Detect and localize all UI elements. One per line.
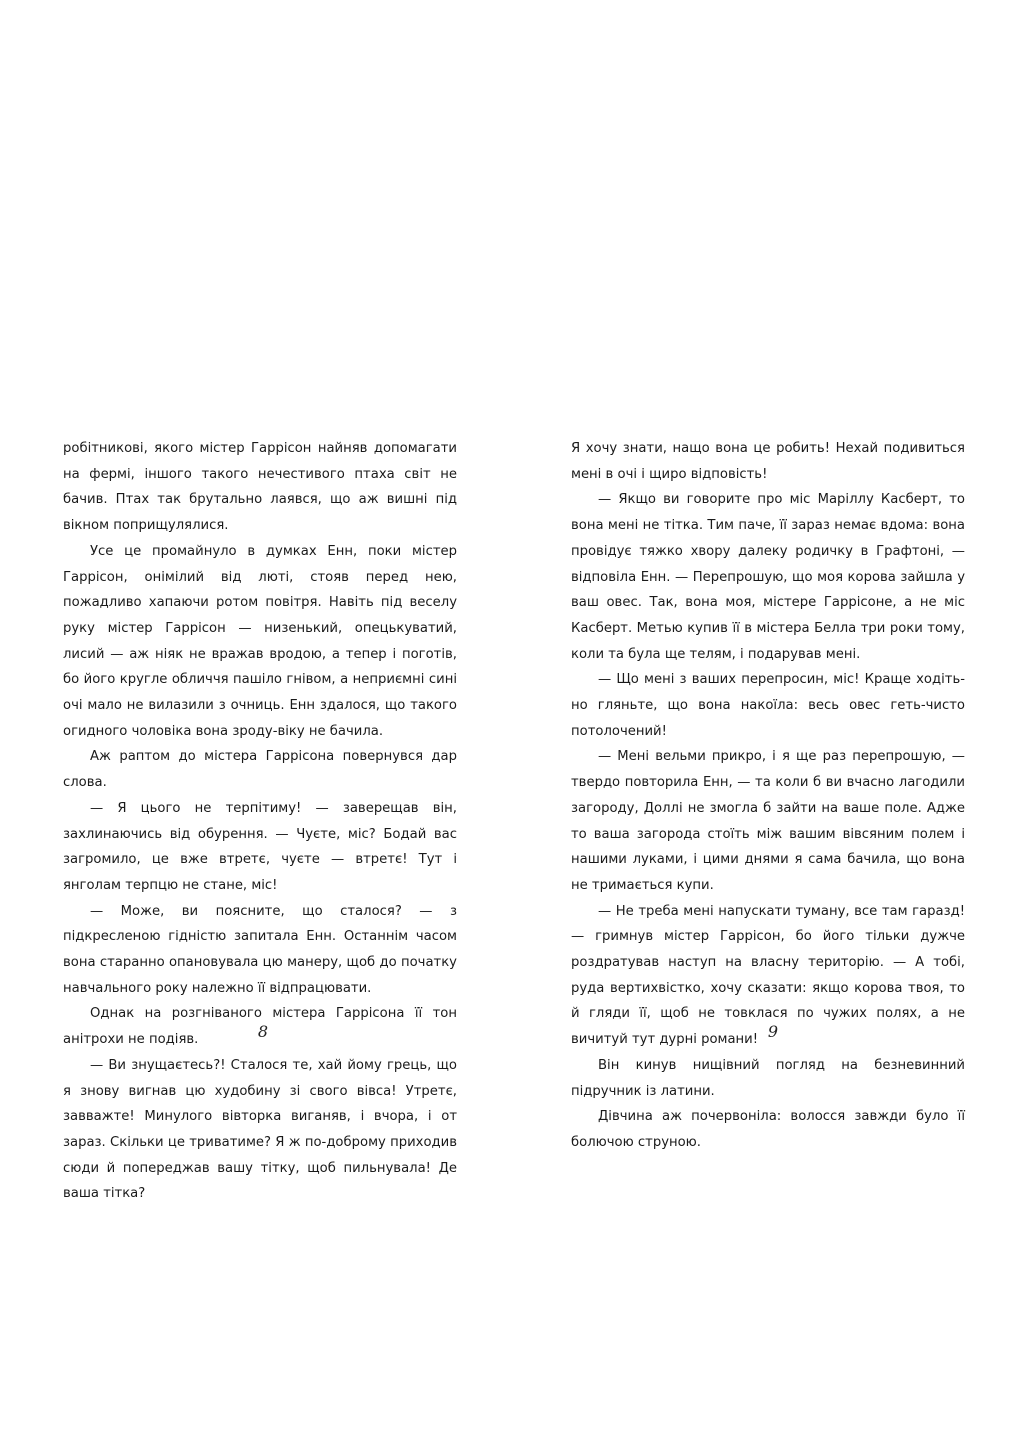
paragraph: Дівчина аж почервоніла: волосся завжди було її болючою струною. [571, 1109, 965, 1150]
paragraph: — Мені вельми прикро, і я ще раз перепрошую, — твердо повторила Енн, — та коли б ви вчасно лагодили загороду, Доллі не змогла б зайти на ваше поле. Адже то ваша загорода стоїть між вашим вівсяним полем і нашими луками, і цими днями я сама бачила, що вона не тримається купи. [571, 749, 965, 893]
left-page [63, 436, 457, 1207]
paragraph: — Я цього не терпітиму! — заверещав він, захлинаючись від обурення. — Чуєте, міс? Бодай вас загромило, це вже втретє, чуєте — втретє! Тут і янголам терпцю не стане, міс! [63, 800, 457, 893]
paragraph: Він кинув нищівний погляд на безневинний підручник із латини. [571, 1057, 965, 1099]
page-number-right: 9 [767, 1022, 779, 1041]
left-page-text [63, 436, 457, 1207]
paragraph: — Не треба мені напускати туману, все там гаразд! — гримнув містер Гаррісон, бо його тільки дужче роздратував наступ на власну територію. — А тобі, руда вертихвістко, хочу сказати: якщо корова твоя, то й гляди її, щоб не товклася по чужих полях, а не вичитуй тут дурні романи! [571, 903, 965, 1048]
right-page [571, 436, 965, 1156]
paragraph: робітникові, якого містер Гаррісон найняв допомагати на фермі, іншого такого нечестивого птаха світ не бачив. Птах так брутально лаявся, що аж вишні під вікном поприщулялися. [63, 441, 457, 534]
paragraph: — Що мені з ваших перепросин, міс! Краще ходіть-но гляньте, що вона накоїла: весь овес геть-чисто потолочений! [571, 672, 965, 739]
right-page-text [571, 436, 965, 1156]
paragraph: Я хочу знати, нащо вона це робить! Нехай подивиться мені в очі і щиро відповість! [571, 441, 965, 482]
paragraph: Аж раптом до містера Гаррісона повернувся дар слова. [63, 749, 457, 791]
page-number-left: 8 [257, 1022, 269, 1041]
paragraph: — Може, ви поясните, що сталося? — з підкресленою гідністю запитала Енн. Останнім часом вона старанно опановувала цю манеру, щоб до початку навчального року належно її відпрацювати. [63, 903, 457, 996]
paragraph: Усе це промайнуло в думках Енн, поки містер Гаррісон, онімілий від люті, стояв перед нею, пожадливо хапаючи ротом повітря. Навіть під веселу руку містер Гаррісон — низенький, опецькуватий, лисий — аж ніяк не вражав вродою, а тепер і поготів, бо його кругле обличчя пашіло гнівом, а неприємні сині очі мало не вилазили з очниць. Енн здалося, що такого огидного чоловіка вона зроду-віку не бачила. [63, 543, 457, 739]
paragraph: — Якщо ви говорите про міс Маріллу Касберт, то вона мені не тітка. Тим паче, її зараз немає вдома: вона провідує тяжко хвору далеку родичку в Графтоні, — відповіла Енн. — Перепрошую, що моя корова зайшла у ваш овес. Так, вона моя, містере Гаррісоне, а не міс Касберт. Метью купив її в містера Белла три роки тому, коли та була ще телям, і подарував мені. [571, 492, 965, 662]
paragraph: — Ви знущаєтесь?! Сталося те, хай йому грець, що я знову вигнав цю худобину зі свого вівса! Утретє, завважте! Минулого вівторка виганяв, і вчора, і от зараз. Скільки це триватиме? Я ж по-доброму приходив сюди й попереджав вашу тітку, щоб пильнувала! Де ваша тітка? [63, 1057, 457, 1202]
paragraph: Однак на розгніваного містера Гаррісона її тон анітрохи не подіяв. [63, 1006, 457, 1048]
